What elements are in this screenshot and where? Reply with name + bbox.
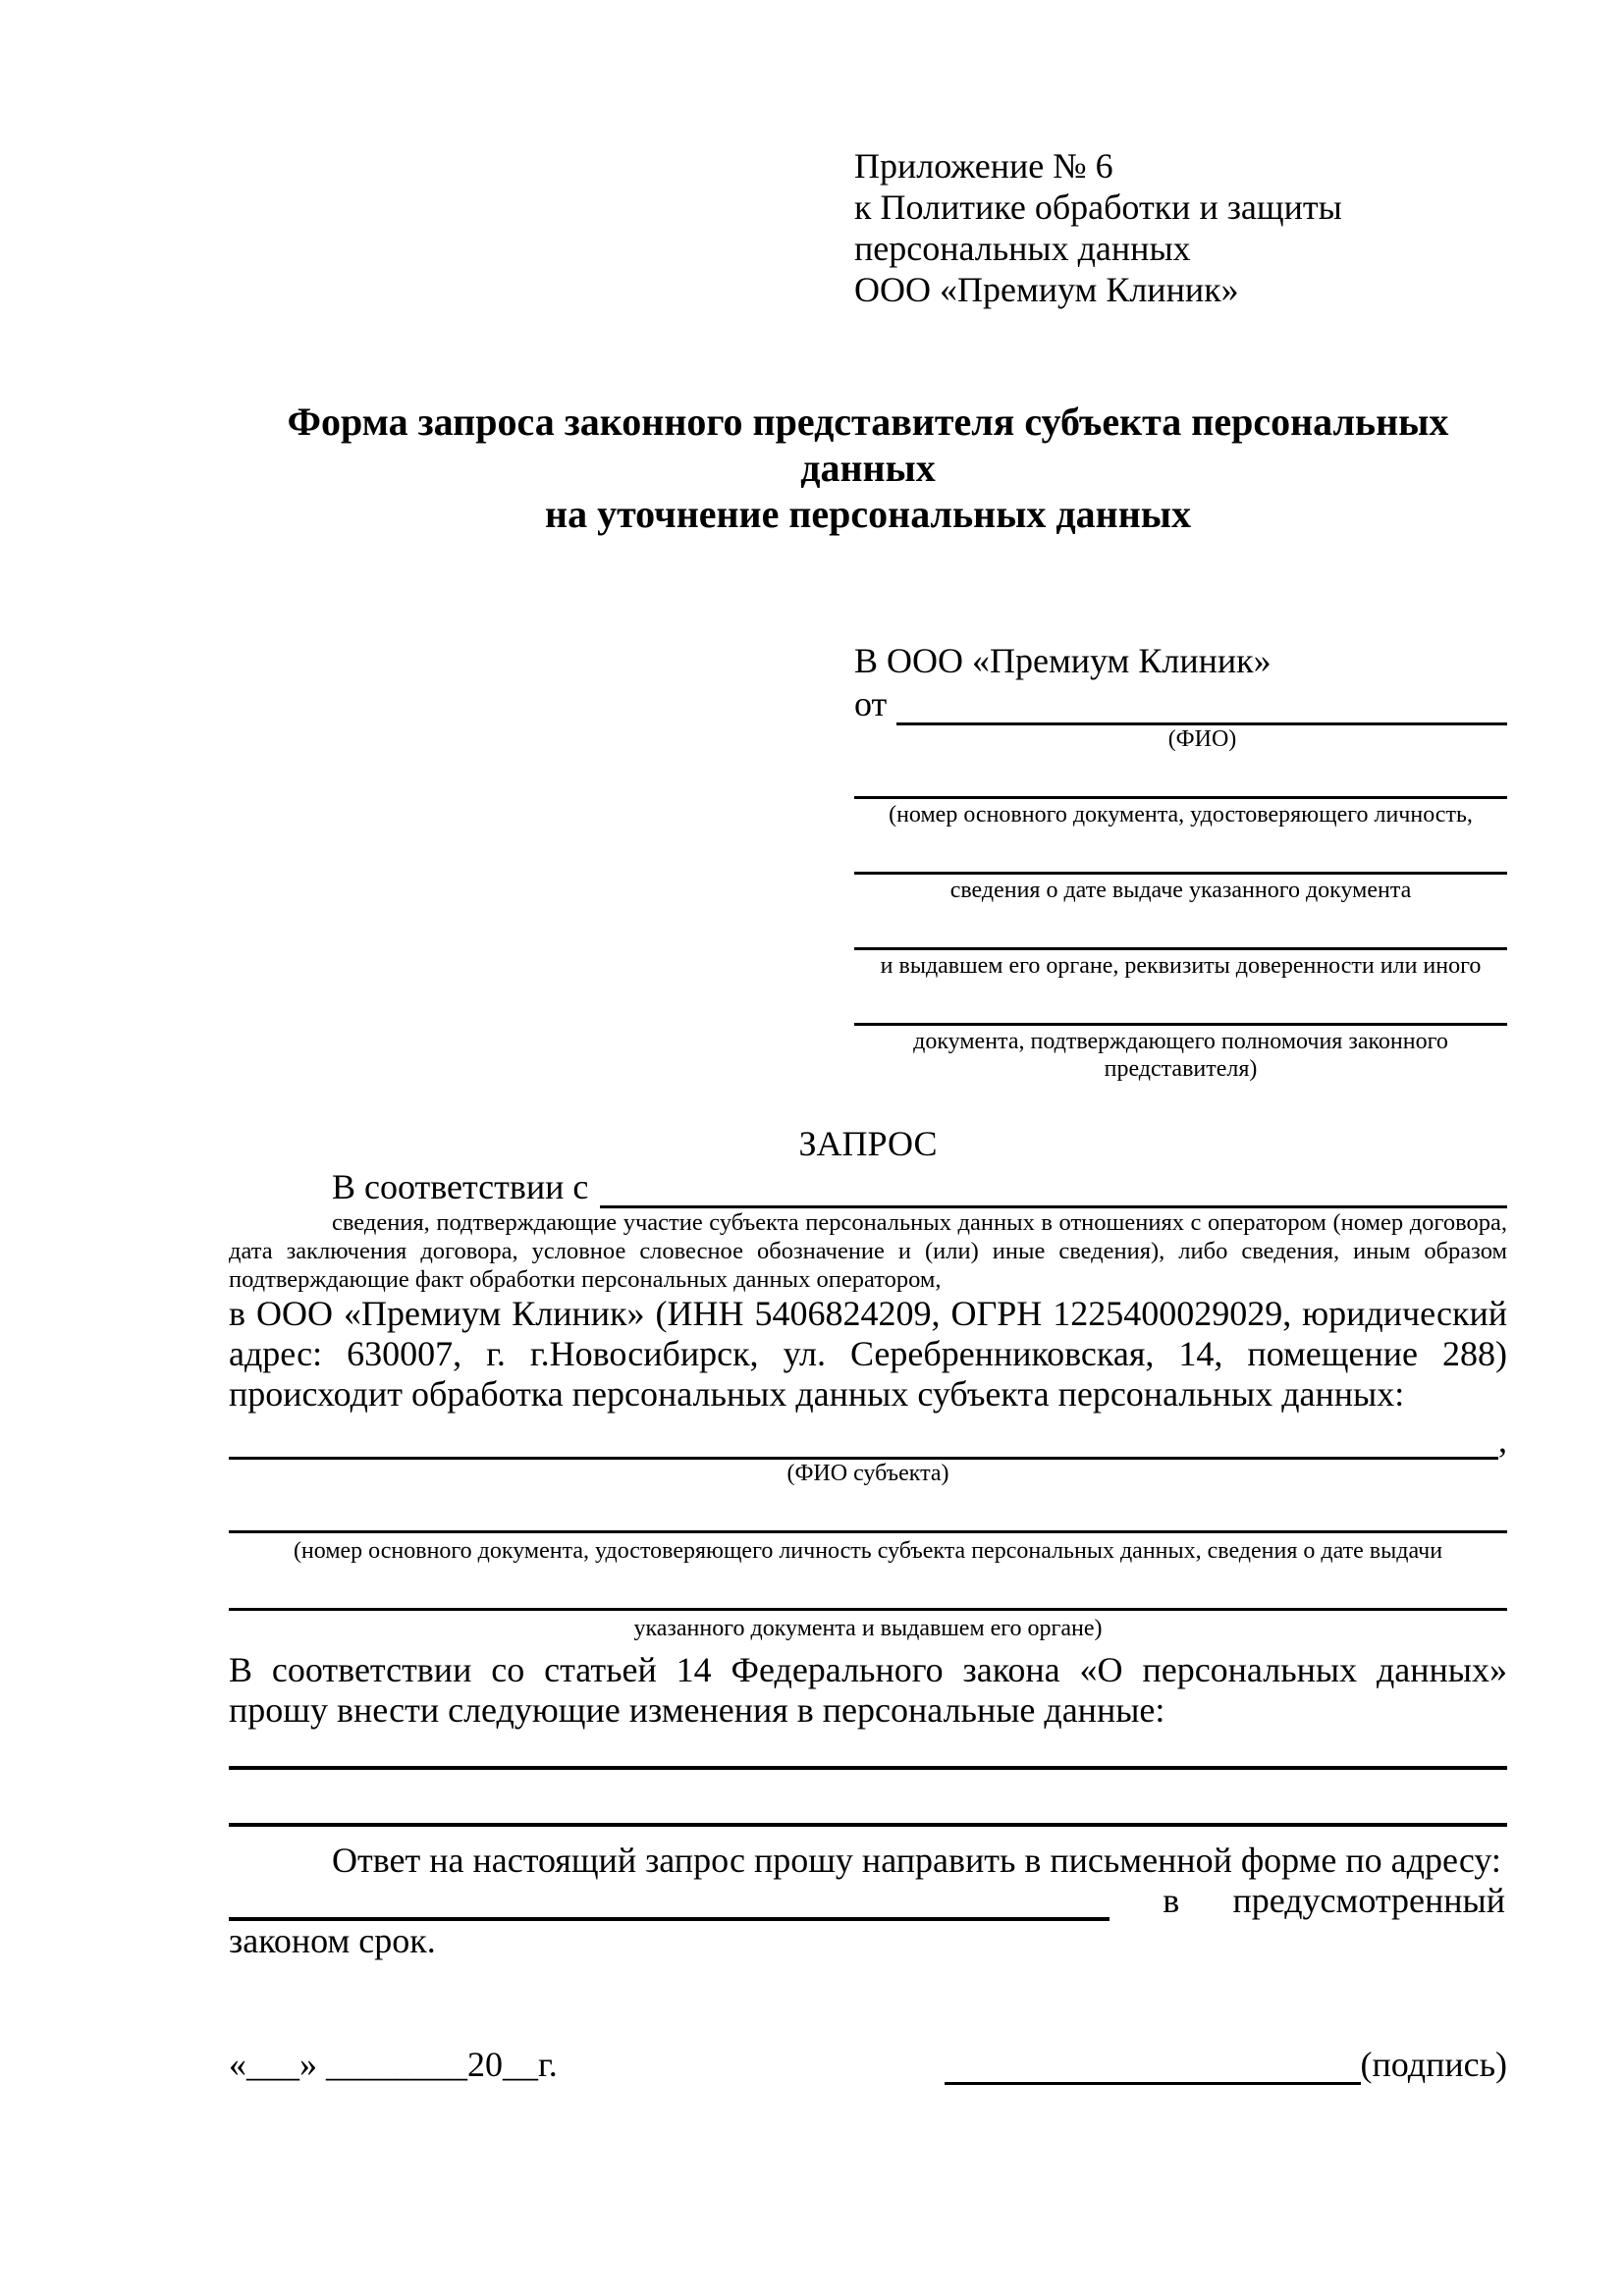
blank-fill-in-line — [229, 1766, 1507, 1770]
fill-in-line — [854, 872, 1507, 875]
reply-address-row — [229, 1881, 1507, 1921]
from-row — [854, 682, 1507, 725]
appendix-line: персональных данных — [854, 229, 1191, 268]
intro-prefix: В соответствии с — [332, 1167, 589, 1206]
field-group — [854, 796, 1507, 828]
reply-word-v: в — [1163, 1881, 1180, 1920]
appendix-line: к Политике обработки и защиты — [854, 187, 1342, 227]
intro-row — [229, 1165, 1507, 1208]
signature-caption: (подпись) — [1360, 2045, 1507, 2084]
request-heading: ЗАПРОС — [798, 1124, 938, 1163]
subject-fio-row — [229, 1420, 1507, 1460]
addressee-block — [854, 639, 1507, 1083]
fill-in-line — [229, 1608, 1507, 1611]
subject-doc-group — [229, 1608, 1507, 1642]
fill-in-line — [854, 947, 1507, 950]
reply-paragraph: Ответ на настоящий запрос прошу направить в письменной форме по адресу: — [332, 1841, 1501, 1880]
from-label: от — [854, 684, 888, 723]
reply-word-predusmotrenny: предусмотренный — [1232, 1881, 1505, 1920]
subject-fio-comma: , — [1498, 1420, 1507, 1460]
reply-tail: законом срок. — [229, 1921, 436, 1960]
title-line-2: на уточнение персональных данных — [545, 492, 1191, 536]
fill-in-line — [854, 1023, 1507, 1026]
date-fill-in-line: «___» ________20__г. — [229, 2045, 558, 2084]
operator-paragraph: в ООО «Премиум Клиник» (ИНН 5406824209, ОГРН 1225400029029, юридический адрес: 630007, г. г.Новосибирск, ул. Серебренниковская, 14, помещение 288) происходит обработка персональных данных субъекта персональных данных: — [229, 1294, 1507, 1414]
field-group — [854, 872, 1507, 904]
field-caption: документа, подтверждающего полномочия законного представителя) — [913, 1029, 1448, 1082]
subject-doc-caption-1: (номер основного документа, удостоверяющего личность субъекта персональных данных, сведения о дате выдачи — [293, 1538, 1443, 1564]
subject-doc-group — [229, 1530, 1507, 1565]
signature-fill-in-line — [945, 2050, 1361, 2085]
subject-fio-fill-in-line — [229, 1426, 1498, 1460]
addressee-organization: В ООО «Премиум Клиник» — [854, 641, 1272, 680]
intro-footnote: сведения, подтверждающие участие субъекта персональных данных в отношениях с оператором (номер договора, дата заключения договора, условное словесное обозначение и (или) иные сведения), либо сведения, иным образом подтверждающие факт обработки персональных данных оператором, — [229, 1209, 1507, 1293]
fio-caption: (ФИО) — [1167, 726, 1237, 752]
footer-row — [229, 2044, 1507, 2085]
fill-in-line — [854, 796, 1507, 799]
field-caption: сведения о дате выдаче указанного документа — [949, 878, 1412, 903]
appendix-line: Приложение № 6 — [854, 146, 1113, 186]
signature-group — [945, 2044, 1507, 2085]
title-line-1: Форма запроса законного представителя субъекта персональных данных — [287, 400, 1449, 490]
field-group — [854, 947, 1507, 980]
document-title — [229, 399, 1507, 537]
fill-in-line — [229, 1530, 1507, 1533]
appendix-header-block — [854, 145, 1507, 310]
address-fill-in-line — [229, 1888, 1110, 1921]
from-fill-in-line — [896, 688, 1507, 725]
intro-fill-in-line — [600, 1171, 1507, 1208]
appendix-line: ООО «Премиум Клиник» — [854, 270, 1239, 309]
field-caption: (номер основного документа, удостоверяющего личность, — [889, 802, 1473, 828]
field-group — [854, 1023, 1507, 1083]
law-paragraph: В соответствии со статьей 14 Федерального закона «О персональных данных» прошу внести следующие изменения в персональные данные: — [229, 1650, 1507, 1730]
subject-doc-caption-2: указанного документа и выдавшем его органе) — [633, 1616, 1103, 1641]
blank-fill-in-line — [229, 1823, 1507, 1827]
field-caption: и выдавшем его органе, реквизиты доверенности или иного — [880, 953, 1482, 979]
subject-fio-caption: (ФИО субъекта) — [786, 1461, 949, 1486]
